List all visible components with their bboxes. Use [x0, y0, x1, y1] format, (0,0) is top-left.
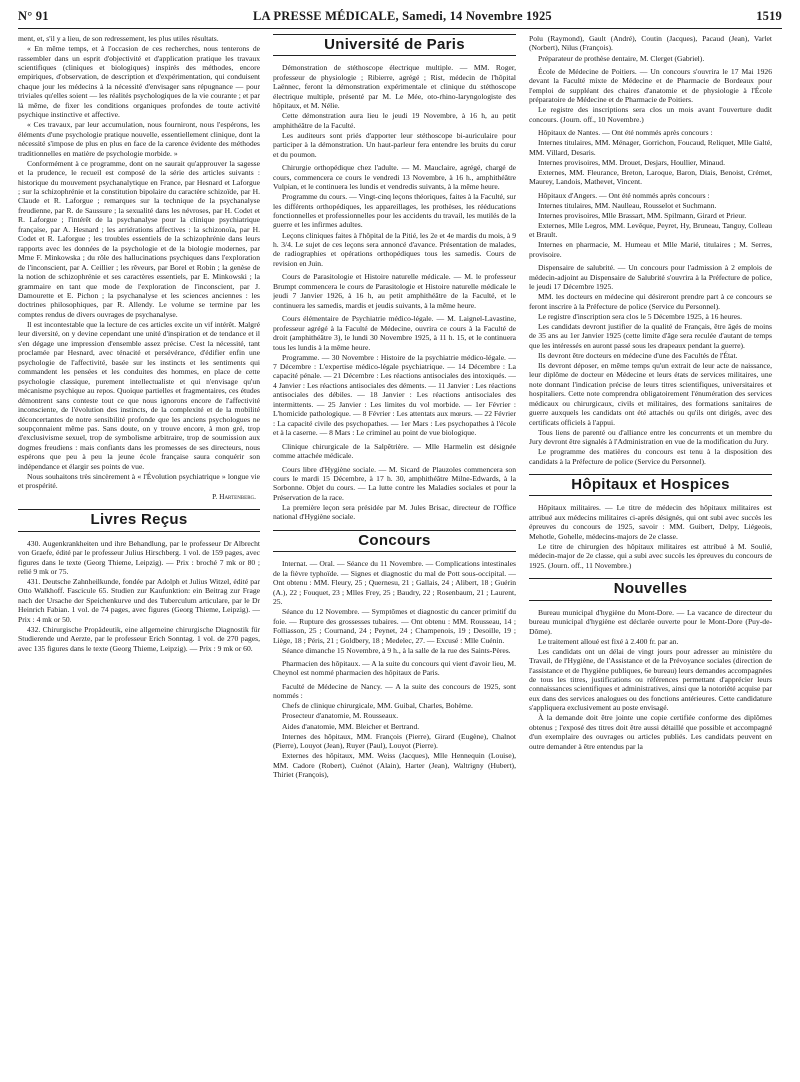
page-number: 1519 [756, 8, 782, 23]
author-signature: P. Hartenberg. [212, 491, 256, 501]
concours-text: Prosecteur d'anatomie, M. Rousseaux. [282, 711, 399, 721]
notice-text: Cours de Parasitologie et Histoire naturelle médicale. — M. le professeur Brumpt commencera le cours de Parasitologie et Histoire naturelle médicale le jeudi 7 Janvier 1926, à 16 h, au petit amphithéâtre de la Faculté, et le continuera les samedis, mardis et jeudis suivants, à la même heure. [273, 272, 516, 310]
section-heading-nouvelles: Nouvelles [529, 578, 772, 600]
notice-text: Hôpitaux militaires. — Le titre de médecin des hôpitaux militaires est attribué aux médecins militaires ci-après désignés, qui ont subi avec succès les épreuves du concours de 1925, savoir : MM. Guibert, Delpy, Liégeois, Mehotle, Gohelle, médecins-majors de 2e classe. [529, 503, 772, 541]
section-heading-concours: Concours [273, 530, 516, 552]
concours-text: Internat. — Oral. — Séance du 11 Novembre. — Complications intestinales de la fièvre typhoïde. — Signes et diagnostic du mal de Pott sous-occipital. — Ont obtenu : MM. Fleury, 25 ; Quernesu, 21 ; Gallais, 24 ; Alibert, 18 ; Guérin (A.), 22 ; Fouquet, 23 ; Mlles Frey, 25 ; Baudry, 22 ; Rosenbaum, 21 ; Laurent, 25. [273, 559, 516, 607]
notice-text: Le programme des matières du concours est tenu à la disposition des candidats à la Préfecture de police (Service du Personnel). [529, 447, 772, 466]
notice-text: Leçons cliniques faites à l'hôpital de la Pitié, les 2e et 4e mardis du mois, à 9 h. 3/4. Le sujet de ces leçons sera annoncé d'avance. Présentation de malades, de radiographies et opérations orthopédiques tous les samedis. Cours de revision en Juin. [273, 230, 516, 268]
notice-text: Ils devront être docteurs en médecine d'une des Facultés de l'État. [538, 350, 738, 360]
notice-text: Dispensaire de salubrité. — Un concours pour l'admission à 2 emplois de médecin-adjoint au Dispensaire de Salubrité s'ouvrira à la Préfecture de police, le jeudi 17 Décembre 1925. [529, 263, 772, 292]
notice-text: À la demande doit être jointe une copie certifiée conforme des diplômes obtenus ; l'exposé des titres doit être aussi détaillé que possible et accompagné d'un exemplaire des ouvrages ou articles publiés. Les candidats peuvent en outre demander à être entendus par la [529, 713, 772, 751]
notice-text: Démonstration de stéthoscope électrique multiple. — MM. Roger, professeur de physiologie ; Ribierre, agrégé ; Rist, médecin de l'hôpital Laënnec, feront la démonstration expérimentale et clinique du stéthoscope électrique multiple, présenté par M. Le Mée, oto-rhino-laryngologiste des hôpitaux, et M. Nélie. [273, 63, 516, 111]
notice-text: Clinique chirurgicale de la Salpêtrière. — Mlle Harmelin est désignée comme attachée médicale. [273, 441, 516, 461]
notice-text: Chirurgie orthopédique chez l'adulte. — M. Mauclaire, agrégé, chargé de cours, commencera ce cours le vendredi 13 Novembre, à 16 h., amphithéâtre Vulpian, et le continuera les lundis et vendredis suivants, à la même heure. [273, 163, 516, 192]
column-left [18, 34, 260, 1076]
article-text: Nous souhaitons très sincèrement à « l'Évolution psychiatrique » longue vie et prospérité. [18, 471, 260, 491]
article-text: Conformément à ce programme, dont on ne saurait qu'approuver la sagesse et la prudence, le recueil est composé de la série des articles suivants : historique du mouvement psychanalytique en France, par Hesnard et Laforgue ; sur la schizophrénie et la constitution bipolaire du caractère schizoïde, par H. Claude et R. Laforgue ; remarques sur la technique de la psychanalyse freudienne, par R. de Saussure ; la sexualité dans les névroses, par H. Codet et R. Laforgue ; l'intérêt de la psychanalyse pour la clinique psychiatrique française, par A. Hesnard ; les arriérations affectives : la schizonoïa, par H. Codet et R. Laforgue ; les troubles essentiels de la schizophrénie dans leurs rapports avec les données de la psychologie et de la biologie modernes, par Mme F. Minkowska ; du rôle des hallucinations psychiques dans l'exploration de l'inconscient, par A. Ceillier ; les rêveurs, par Borel et Robin ; la genèse de la notion de schizophrénie et ses caractères essentiels, par E. Minkowski ; la grammaire en tant que mode de l'exploration de l'inconscient, par J. Damourette et E. Pichon ; la psychanalyse et les sciences anciennes : les doctrines philosophiques, par R. Allendy. Le volume se termine par les comptes rendus de divers ouvrages de psychanalyse. [18, 158, 260, 319]
notice-text: Tous liens de parenté ou d'alliance entre les concurrents et un membre du Jury devront être signalés à l'Administration en vue de la modification du Jury. [529, 427, 772, 447]
article-text: « Ces travaux, par leur accumulation, nous fourniront, nous l'espérons, les éléments d'une psychologie pratique nouvelle, essentiellement clinique, dont la nécessité s'impose de plus en plus en face de la carence évidente des méthodes traditionnelles en matière de psychologie morbide. » [18, 120, 260, 158]
notice-text: Préparateur de prothèse dentaire, M. Clerget (Gabriel). [538, 53, 705, 63]
section-heading-universite: Université de Paris [273, 34, 516, 56]
notice-text: Hôpitaux d'Angers. — Ont été nommés après concours : [538, 190, 710, 200]
concours-text: Internes des hôpitaux, MM. François (Pierre), Girard (Eugène), Chalnot (Pierre), Louyot (Jean), Ruyer (Paul), Louyot (Pierre). [273, 731, 516, 751]
column-middle [273, 34, 516, 1076]
concours-text: Pharmacien des hôpitaux. — A la suite du concours qui vient d'avoir lieu, M. Cheynol est nommé pharmacien des hôpitaux de Paris. [273, 659, 516, 678]
notice-text: Externes, MM. Fleurance, Breton, Laroque, Baron, Diais, Benoist, Crémet, Maurey, Landois, Mathevet, Vincent. [529, 167, 772, 187]
notice-text: Polu (Raymond), Gault (André), Coutin (Jacques), Pacaud (Jean), Varlet (Norbert), Nilus (François). [529, 34, 772, 53]
notice-text: Le traitement alloué est fixé à 2.400 fr. par an. [538, 636, 679, 646]
concours-text: Externes des hôpitaux, MM. Weiss (Jacques), Mlle Hennequin (Louise), MM. Cadore (Robert), Cuénot (Alain), Harter (Jean), Waltrigny (Hubert), Thiriet (François), [273, 751, 516, 779]
concours-text: Faculté de Médecine de Nancy. — A la suite des concours de 1925, sont nommés : [273, 681, 516, 701]
notice-text: Cours libre d'Hygiène sociale. — M. Sicard de Plauzoles commencera son cours le mardi 15 Décembre, à 17 h. 30, amphithéâtre Milne-Edwards, à la Sorbonne. Objet du cours. — La lutte contre les Maladies sociales et pour la Préservation de la race. [273, 464, 516, 502]
concours-text: Séance dimanche 15 Novembre, à 9 h., à la salle de la rue des Saints-Pères. [282, 645, 511, 655]
masthead [18, 4, 782, 29]
notice-text: Cours élémentaire de Psychiatrie médico-légale. — M. Laignel-Lavastine, professeur agrégé à la Faculté de Médecine, ouvrira ce cours à la Faculté de droit (amphithéâtre 3), le lundi 30 Novembre 1925, à 11 h. 15, et le continuera tous les lundis à la même heure. [273, 314, 516, 352]
concours-text: Séance du 12 Novembre. — Symptômes et diagnostic du cancer primitif du foie. — Rupture des grossesses tubaires. — Ont obtenu : MM. Rousseau, 14 ; Folliasson, 25 ; Cournand, 24 ; Peynet, 24 ; Champenois, 19 ; Desoille, 19 ; Liège, 18 ; Péris, 21 ; Goldbery, 18 ; Medelec, 27. — Excusé : Mlle Cuénin. [273, 607, 516, 645]
notice-text: École de Médecine de Poitiers. — Un concours s'ouvrira le 17 Mai 1926 devant la Faculté mixte de Médecine et de Pharmacie de Bordeaux pour l'emploi de suppléant des chaires d'anatomie et de physiologie à l'École préparatoire de Médecine et de Pharmacie de Poitiers. [529, 66, 772, 105]
notice-text: Le titre de chirurgien des hôpitaux militaires est attribué à M. Soulié, médecin-major de 2e classe, qui a subi avec succès les épreuves du concours de 1925. (Journ. off., 11 Novembre.) [529, 541, 772, 570]
notice-text: MM. les docteurs en médecine qui désireront prendre part à ce concours se feront inscrire à la Préfecture de police (Service du Personnel). [529, 292, 772, 311]
notice-text: Hôpitaux de Nantes. — Ont été nommés après concours : [538, 128, 713, 138]
concours-text: Chefs de clinique chirurgicale, MM. Guibal, Charles, Bohème. [282, 701, 473, 711]
article-text: Il est incontestable que la lecture de ces articles excite un vif intérêt. Malgré leur diversité, on y devine cependant une unité d'inspiration et de tendance et il s'en dégage une impression d'ensemble assez précise. C'est la nécessité, tant proclamée par Hesnard, avec ténacité et persévérance, d'édifier enfin une psychologie de l'affectivité, basée sur les instincts et les sentiments qui commandent les pensées et les conduites des hommes, en place de cette psychologie classique, purement intellectualiste et qui n'envisage qu'un mécanisme psychique au repos. Quoique partielles et fragmentaires, ces études démontrent sans conteste tout ce que nous ignorons encore de l'affectivité inconsciente, de l'évolution des instincts, de la complexité et de la mobilité déconcertantes de notre sensibilité profonde que les anciens psychologues ne soupçonnaient même pas. Sans doute, on y trouve encore, à mon gré, trop d'exclusivisme sexuel, trop de symbolisme arbitraire, trop de soumission aux dogmes freudiens : mais confiants dans les promesses de ses directeurs, nous espérons que peu à peu la jeune école française saura conquérir son indépendance et élargir ses points de vue. [18, 319, 260, 471]
columns [18, 34, 782, 1076]
notice-text: Internes provisoires, MM. Drouet, Desjars, Houllier, Minaud. [538, 157, 725, 167]
notice-text: Cette démonstration aura lieu le jeudi 19 Novembre, à 16 h, au petit amphithéâtre de la Faculté. [273, 111, 516, 130]
notice-text: Ils devront déposer, en même temps qu'un extrait de leur acte de naissance, leur diplôme de docteur en Médecine et leurs états de services militaires, une note donnant l'indication précise de leurs titres scientifiques, universitaires et hospitaliers. Cette note comprendra obligatoirement l'énumération des services médicaux ou chirurgicaux, civils et militaires, des formations sanitaires de guerre auxquels les candidats ont été attachés ou qu'ils ont dirigés, avec des certificats officiels à l'appui. [529, 360, 772, 427]
journal-title: LA PRESSE MÉDICALE, Samedi, 14 Novembre 1925 [252, 8, 552, 23]
notice-text: Internes provisoires, Mlle Brassart, MM. Spilmann, Girard et Prieur. [538, 210, 747, 220]
section-heading-books: Livres Reçus [18, 509, 260, 531]
notice-text: Les candidats ont un délai de vingt jours pour adresser au ministère du Travail, de l'Hygiène, de l'Assistance et de la Prévoyance sociales (direction de l'assistance et de l'hygiène publiques, 6e bureau) leurs demandes accompagnées de tous les titres, justifications ou références permettant d'apprécier leurs connaissances scientifiques et administratives, ainsi que la notoriété acquise par eux dans des services analogues ou des fonctions antérieures. Cette candidature s'appliquera exclusivement au poste envisagé. [529, 646, 772, 713]
notice-text: Internes titulaires, MM. Ménager, Gorrichon, Foucaud, Reliquet, Mlle Galté, MM. Villard, Desaris. [529, 138, 772, 157]
article-text: « En même temps, et à l'occasion de ces recherches, nous tenterons de rassembler dans un esprit d'objectivité et d'application pratique les travaux scientifiques (cliniques et biologiques) inspirés des méthodes, encore empiriques, d'observation, de description et d'expérimentation, qui conduisent chaque jour les médecins à la nécessité d'envisager sans répugnance — pour triviales qu'elles soient — les réalités psychologiques de la vie courante ; et par là même, de fixer les conditions organiques profondes de toute activité psychique instinctive et affective. [18, 44, 260, 120]
notice-text: Internes en pharmacie, M. Humeau et Mlle Marié, titulaires ; M. Serres, provisoire. [529, 240, 772, 259]
notice-text: Les auditeurs sont priés d'apporter leur stéthoscope bi-auriculaire pour participer à la démonstration. Un haut-parleur fera entendre les bruits du cœur et du poumon. [273, 130, 516, 159]
book-entry: 432. Chirurgische Propädeutik, eine allgemeine chirurgische Diagnostik für Studierende und Aerzte, par le professeur Erich Sonntag. 1 vol. de 270 pages, avec 135 figures dans le texte (Georg Thieme, Leipzig). — Prix : 9 mk or 60. [18, 624, 260, 653]
notice-text: Bureau municipal d'hygiène du Mont-Dore. — La vacance de directeur du bureau municipal d'hygiène est déclarée ouverte pour le Mont-Dore (Puy-de-Dôme). [529, 607, 772, 636]
book-entry: 431. Deutsche Zahnheilkunde, fondée par Adolph et Julius Witzel, édité par Otto Walkhoff. Fascicule 65. Studien zur Kaufunktion: ein Beitrag zur Frage nach der Ursache der Speichenkurve und des Tuberculum articulare, par le Dr Heinrich Fabian. 1 vol. de 74 pages, avec figures (Georg Thieme, Leipzig). — Prix : 4 mk or 50. [18, 577, 260, 624]
notice-text: La première leçon sera présidée par M. Jules Brisac, directeur de l'Office national d'Hygiène sociale. [273, 502, 516, 522]
column-right [529, 34, 772, 1076]
notice-text: Les candidats devront justifier de la qualité de Français, être âgés de moins de 35 ans au 1er Janvier 1925 (cette limite d'âge sera reculée d'autant de temps que les intéressés en auront passé sous les drapeaux pendant la guerre). [529, 321, 772, 350]
article-text: ment, et, s'il y a lieu, de son redressement, les plus utiles résultats. [18, 34, 219, 43]
book-entry: 430. Augenkrankheiten und ihre Behandlung, par le professeur Dr Albrecht von Graefe, édité par le professeur Julius Hirschberg. 1 vol. de 159 pages, avec figures dans le texte (Georg Thieme, Leipzig). — Prix : broché 7 mk or 80 ; relié 9 mk or 75. [18, 538, 260, 576]
notice-text: Externes, Mlle Legros, MM. Levêque, Peyret, Hy, Bruneau, Tanguy, Colleau et Brault. [529, 220, 772, 240]
concours-text: Aides d'anatomie, MM. Bleicher et Bertrand. [282, 721, 420, 731]
notice-text: Internes titulaires, MM. Naulleau, Rousselot et Suchmann. [538, 200, 717, 210]
notice-text: Le registre d'inscription sera clos le 5 Décembre 1925, à 16 heures. [538, 311, 743, 321]
section-heading-hopitaux: Hôpitaux et Hospices [529, 474, 772, 496]
notice-text: Le registre des inscriptions sera clos un mois avant l'ouverture dudit concours. (Journ. off., 10 Novembre.) [529, 105, 772, 124]
notice-text: Programme. — 30 Novembre : Histoire de la psychiatrie médico-légale. — 7 Décembre : L'expertise médico-légale psychiatrique. — 14 Décembre : La capacité pénale. — 21 Décembre : Les réactions antisociales des intoxiqués. — 4 Janvier : Les réactions antisociales des déments. — 11 Janvier : Les réactions antisociales des débiles. — 18 Janvier : Les réactions antisociales des intermittents. — 25 Janvier : Les limites du vol morbide. — 1er Février : L'homicide pathologique. — 8 Février : Les attentats aux mœurs. — 22 Février : La capacité civile des psychopathes. — 1er Mars : Les psychopathes à l'école et à la caserne. — 8 Mars : Le criminel au point de vue biologique. [273, 352, 516, 438]
notice-text: Programme du cours. — Vingt-cinq leçons théoriques, faites à la Faculté, sur les différents orthopédiques, les appareillages, les prothèses, les rééducations fonctionnelles et professionnelles pour les accidents du travail, les mutilés de la guerre et les infirmes adultes. [273, 192, 516, 230]
issue-number: N° 91 [18, 8, 49, 23]
